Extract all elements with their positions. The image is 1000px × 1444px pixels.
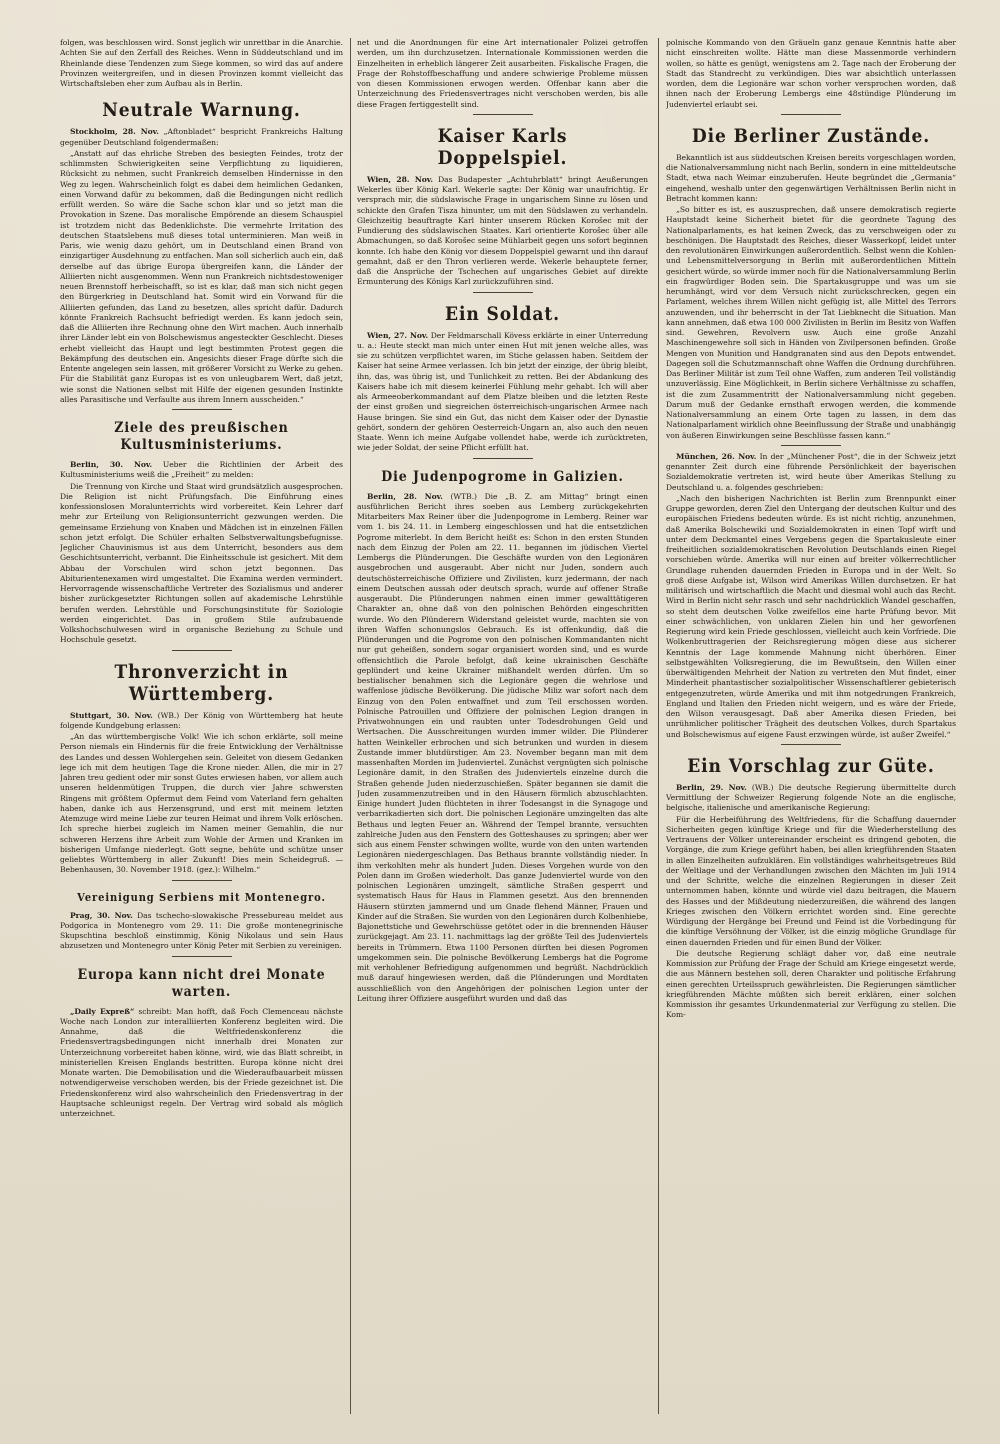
- article-headline: Ein Soldat.: [445, 302, 560, 325]
- article-headline: Kaiser Karls Doppelspiel.: [437, 124, 568, 169]
- separator-rule: [172, 956, 232, 957]
- article-paragraph: [357, 331, 648, 454]
- paragraph-text: Das tschecho-slowakische Pressebureau meldet aus Podgorica in Montenegro vom 29. 11: Die große montenegrinische Skupschtina beschloß einstimmig, König Nikolaus und sein Haus abzusetzen und Montenegro unter König Peter mit Serbien zu vereinigen.: [60, 910, 343, 951]
- paragraph-text: Ueber die Richtlinien der Arbeit des Kultusministeriums weiß die „Freiheit“ zu melden:: [60, 460, 343, 480]
- article-paragraph: [357, 38, 648, 110]
- dateline: Berlin, 28. Nov.: [367, 491, 443, 501]
- separator-rule: [172, 650, 232, 651]
- article-headline: Europa kann nicht drei Monate warten.: [77, 966, 326, 1000]
- article-headline: Vereinigung Serbiens mit Montenegro.: [77, 890, 326, 904]
- dateline: München, 26. Nov.: [676, 451, 757, 461]
- paragraph-text: polnische Kommando von den Gräueln ganz genaue Kenntnis hatte aber nicht einschreiten wollte. Hätte man diese Massenmorde verhindern wollen, so hätte es genügt, wenigstens am 2. Tage nach der Eroberung der Stadt das Standrecht zu verkündigen. Dies war absichtlich unterlassen worden, dem die Legionäre war schon vorher versprochen worden, daß ihnen nach der Eroberung Lembergs eine 48stündige Plünderung im Judenviertel erlaubt sei.: [666, 38, 956, 109]
- article-paragraph: [60, 38, 343, 89]
- paragraph-text: folgen, was beschlossen wird. Sonst jeglich wir unrettbar in die Anarchie. Achten Sie auf den Zerfall des Reiches. Wenn in Süddeutschland und im Rheinlande diese Tendenzen zum Siege kommen, so wird das auf andere Provinzen weitergreifen, und in diesen Provinzen kommt vielleicht das Wirtschaftsleben eher zum Aufbau als in Berlin.: [60, 38, 343, 88]
- dateline: Berlin, 30. Nov.: [70, 460, 153, 469]
- article-headline: Die Judenpogrome in Galizien.: [381, 468, 624, 485]
- dateline: Stuttgart, 30. Nov.: [70, 710, 153, 720]
- paragraph-text: Die Trennung von Kirche und Staat wird grundsätzlich ausgesprochen. Die Religion ist nicht Prüfungsfach. Die Einführung eines konfessionslosen Moralunterrichts wird vorbereitet. Kein Lehrer darf mehr zur Erteilung von Religionsunterricht gezwungen werden. Die gemeinsame Erziehung von Knaben und Mädchen ist in einzelnen Fällen schon jetzt erfolgt. Die Schüler erhalten Selbstverwaltungsbefugnisse. Jeglicher Chauvinismus ist aus dem Unterricht, besonders aus dem Geschichtsunterricht, verbannt. Die Einheitsschule ist gesichert. Mit dem Abbau der Vorschulen wird schon jetzt begonnen. Das Abiturientenexamen wird umgestaltet. Die Examina werden vermindert. Hervorragende wissenschaftliche Vertreter des Sozialismus und anderer bisher zurückgesetzter Richtungen sollen auf akademische Lehrstühle berufen werden. Lehrstühle und Forschungsinstitute für Soziologie werden eingerichtet. Das in großem Stile aufzubauende Volkshochschulwesen wird in organische Beziehung zu Schule und Hochschule gesetzt.: [60, 481, 343, 645]
- article-headline: Die Berliner Zustände.: [691, 124, 931, 147]
- article-paragraph: [60, 1007, 343, 1120]
- article-paragraph: [60, 711, 343, 732]
- separator-rule: [473, 292, 533, 293]
- article-paragraph: [666, 815, 956, 948]
- article-paragraph: [60, 911, 343, 952]
- dateline: „Daily Expreß“: [70, 1006, 135, 1016]
- article-paragraph: [60, 482, 343, 646]
- paragraph-text: Für die Herbeiführung des Weltfriedens, für die Schaffung dauernder Sicherheiten gegen künftige Kriege und für die Wiederherstellung des Vertrauens der Völker untereinander erscheint es dringend geboten, die Vorgänge, die zum Kriege geführt haben, bei allen kriegführenden Staaten in allen Einzelheiten aufzuklären. Ein vollständiges wahrheitsgetreues Bild der Weltlage und der Verhandlungen zwischen den Mächten im Juli 1914 und der Schritte, welche die einzelnen Regierungen in dieser Zeit unternommen haben, könnte und würde viel dazu beitragen, die Mauern des Hasses und der Mißdeutung niederzureißen, die während des langen Krieges zwischen den Völkern errichtet worden sind. Eine gerechte Würdigung der Hergänge bei Freund und Feind ist die Vorbedingung für die künftige Versöhnung der Völker, ist die einzig mögliche Grundlage für einen dauernden Frieden und für einen Bund der Völker.: [666, 814, 956, 947]
- article-headline: Neutrale Warnung.: [102, 99, 301, 122]
- article-paragraph: [357, 492, 648, 1005]
- article-paragraph: [666, 205, 956, 441]
- article-paragraph: [60, 149, 343, 405]
- dateline: Berlin, 29. Nov.: [676, 782, 747, 792]
- paragraph-text: Der Feldmarschall Kövess erklärte in einer Unterredung u. a.: Heute steckt man mich unter einen Hut mit jenen welche alles, was sie zu schützen verpflichtet waren, im Stiche gelassen haben. Seitdem der Kaiser hat seine Armee verlassen. Ich bin jetzt der einzige, der übrig bleibt, ihn, das, was übrig ist, und Tunlichkeit zu retten. Bei der Abdankung des Kaisers habe ich mit diesem keinerlei Fühlung mehr gehabt. Ich will aber als Armeeoberkommandant auf dem Platze bleiben und die letzten Reste der einst großen und siegreichen österreichisch-ungarischen Armee nach Hause bringen. Sie sind ein Gut, das nicht dem Kaiser oder der Dynastie gehört, sondern der gehören Oesterreich-Ungarn an, also auch den neuen Staate. Wenn ich meine Aufgabe vollendet habe, werde ich zurücktreten, wie jeder Soldat, der seine Pflicht erfüllt hat.: [357, 330, 648, 453]
- article-paragraph: [666, 783, 956, 814]
- dateline: Wien, 28. Nov.: [367, 174, 433, 184]
- paragraph-text: (WB.) Die deutsche Regierung übermittelte durch Vermittlung der Schweizer Regierung folgende Note an die englische, belgische, italienische und amerikanische Regierung:: [666, 782, 956, 813]
- dateline: Stockholm, 28. Nov.: [70, 127, 159, 137]
- column-rule-2: [658, 38, 659, 1414]
- paragraph-text: schreibt: Man hofft, daß Foch Clemenceau nächste Woche nach London zur interalliierten Konferenz begleiten wird. Die Annahme, daß die Weltfriedenskonferenz die Friedensvertragsbedingungen nicht innerhalb drei Monaten zur Unterzeichnung vorbereitet haben könne, wird, wie das Blatt schreibt, in ministeriellen Kreisen Englands bestritten. Europa könne nicht drei Monate warten. Die Demobilisation und die Wiederaufbauarbeit müssen notwendigerweise verschoben werden, bis der Friede gezeichnet ist. Die Friedenskonferenz wird also wahrscheinlich den Friedensvertrag in der Hauptsache schleunigst regeln. Der Vertrag wird sobald als möglich unterzeichnet.: [60, 1006, 343, 1118]
- paragraph-text: „So bitter es ist, es auszusprechen, daß unsere demokratisch regierte Hauptstadt keine Sicherheit bietet für die geordnete Tagung des Nationalparlaments, es hat keinen Zweck, das zu verschweigen oder zu beschönigen. Die Hauptstadt des Reiches, dieser Wasserkopf, leidet unter den revolutionären Einwirkungen außerordentlich. Selbst wenn die Kohlen- und Lebensmittelversorgung in Berlin mit außerordentlichen Mitteln gesichert würde, so würde immer noch für die Nationalversammlung Berlin ein fragwürdiger Boden sein. Die Spartakusgruppe und was um sie herumhängt, wird vor dem Versuch nicht zurückschrecken, gegen ein Parlament, welches ihrem Willen nicht gefügig ist, alle Mittel des Terrors anzuwenden, und ihr beherrscht in der Tat Liebknecht die Situation. Man kann annehmen, daß etwa 100 000 Zivilisten in Berlin im Besitz von Waffen sind. Gewehren, Revolvern usw. Auch eine große Anzahl Maschinengewehre soll sich in Händen von Zivilpersonen befinden. Große Mengen von Munition und Handgranaten sind aus den Depots entwendet. Dagegen soll die Schutzmannschaft ohne Waffen die Ordnung durchführen. Das Berliner Militär ist zum Teil ohne Waffen, zum anderen Teil vollständig unzuverlässig. Eine Möglichkeit, in Berlin sichere Verhältnisse zu schaffen, ist die zum Zusammentritt der Nationalversammlung nicht gegeben. Darum muß der Gedanke ernsthaft erwogen werden, die kommende Nationalversammlung an einem Orte tagen zu lassen, in dem das Nationalparlament wirklich ohne Beeinflussung der Straße und unabhängig von äußeren Einwirkungen seine Beschlüsse fassen kann.“: [666, 205, 956, 440]
- separator-rule: [473, 458, 533, 459]
- article-paragraph: [60, 127, 343, 148]
- paragraph-text: „Anstatt auf das ehrliche Streben des besiegten Feindes, trotz der schlimmsten Schwierigkeiten seine Verpflichtung zu liquidieren, Rücksicht zu nehmen, sucht Frankreich demselben Hindernisse in den Weg zu legen. Wahrscheinlich folgt es dabei dem heimlichen Gedanken, einen Vorwand dafür zu bekommen, daß die Bedingungen nicht redlich erfüllt werden. So wäre die Sache schon klar und so jetzt man die Provokation in Szene. Das moralische Empörende an diesem Schauspiel ist trotzdem nicht das Bedenklichste. Die vermehrte Irritation des deutschen Staatslebens muß dieses total unterminieren. Man weiß in Paris, wie wenig dazu gehört, um in Deutschland einen Brand von einzigartiger Ausdehnung zu entfachen. Man soll sicherlich auch ein, daß derselbe auf das übrige Europa übergreifen kann, die Länder der Alliierten nicht ausgenommen. Wenn nun Frankreich nichtsdestoweniger neuen Brennstoff herbeischafft, so ist es klar, daß man sich nicht gegen den Bürgerkrieg in Deutschland hat. Somit wird ein Vorwand für die Alliierten gefunden, das Land zu besetzen, alles spricht dafür. Dadurch könnte Frankreich Rachsucht befriedigt werden. Es kann jedoch sein, daß die Alliierten ihre Rechnung ohne den Wirt machen. Auch innerhalb ihrer Länder lebt ein von Bolschewismus angesteckter Geschlecht. Dieses erhebt vielleicht das Haupt und legt bestimmten Protest gegen die Bekämpfung des deutschen ein. Angesichts dieser Frage dürfte sich die Entente angelegen sein lassen, mit größerer Vorsicht zu Werke zu gehen. Für die Stabilität ganz Europas ist es von unleugbarem Wert, daß jetzt, wie sonst die Nationen selbst mit Hilfe der eigenen gesunden Instinkte alles Parasitische und Verfaulte aus ihrem Innern ausscheiden.“: [60, 148, 343, 404]
- paragraph-text: (WTB.) Die „B. Z. am Mittag“ bringt einen ausführlichen Bericht ihres soeben aus Lemberg zurückgekehrten Mitarbeiters Max Reiner über die Judenpogrome in Lemberg. Reiner war vom 1. bis 24. 11. in Lemberg eingeschlossen und hat die entsetzlichen Pogrome miterlebt. In dem Bericht heißt es: Schon in den ersten Stunden nach dem Einzug der Polen am 22. 11. begannen im jüdischen Viertel Lembergs die Plünderungen. Die Geschäfte wurden von den Legionären ausgebrochen und ausgeraubt. Aber nicht nur Juden, sondern auch deutschösterreichische Offiziere und Zivilisten, kurz jedermann, der nach einem Deutschen aussah oder deutsch sprach, wurde auf offener Straße ausgeraubt. Die Plünderungen nahmen einen immer gewalttätigeren Charakter an, ohne daß von den polnischen Behörden eingeschritten wurde. Wo den Plünderern Widerstand geleistet wurde, machten sie von ihren Waffen schonungslos Gebrauch. Es ist offenkundig, daß die Plünderungen und die Pogrome von den polnischen Kommandanten nicht nur gut geheißen, sondern sogar organisiert worden sind, und es wurde offensichtlich die Parole befolgt, daß keine ukrainischen Geschäfte geplündert und keine Ukrainer mißhandelt werden dürfen. Um so bestialischer benahmen sich die Legionäre gegen die wehrlose und waffenlose jüdische Bevölkerung. Die jüdische Miliz war sofort nach dem Einzug von den Polen entwaffnet und zum Teil erschossen worden. Polnische Patrouillen und Offiziere der polnischen Legion drangen in Privatwohnungen ein und raubten unter Todesdrohungen Geld und Wertsachen. Die Ausschreitungen wurden immer wilder. Die Plünderer hatten Weinkeller erbrochen und sich betrunken und wurden in diesem Zustande immer blutdürstiger. Am 23. November begann man mit dem massenhaften Morden im Judenviertel. Zunächst vergnügten sich polnische Legionäre damit, in den Straßen des Judenviertels einzelne durch die Straßen gehende Juden niederzuschießen. Später begannen sie damit die Juden zusammenzutreiben und in den Häusern förmlich abzuschlachten. Einige hundert Juden flüchteten in ihrer Todesangst in die Synagoge und verbarrikadierten sich dort. Die polnischen Legionäre umzingelten das alte Bethaus und legten Feuer an. Während der Tempel brannte, versuchten zahlreiche Juden aus den Fenstern des Gotteshauses zu springen; aber wer sich aus einem Fenster schwingen wollte, wurde von den unten wartenden Legionären niedergeschlagen. Das Bethaus brannte vollständig nieder. In ihm verkohlten mehr als hundert Juden. Dieses Vorgehen wurde von den Polen dann im Großen wiederholt. Das ganze Judenviertel wurde von den polnischen Legionären umzingelt, sämtliche Straßen gesperrt und systematisch Haus für Haus in Flammen gesetzt. Aus den brennenden Häusern stürzten jammernd und um Gnade flehend Männer, Frauen und Kinder auf die Straßen. Sie wurden von den Legionären durch Kolbenhiebe, Bajonettstiche und Gewehrschüsse getötet oder in die brennenden Häuser zurückgejagt. Am 23. 11. nachmittags lag der größte Teil des Judenviertels bereits in Trümmern. Etwa 1100 Personen dürften bei diesen Pogromen umgekommen sein. Die polnische Bevölkerung Lembergs hat die Pogrome mit verhohlener Befriedigung aufgenommen und begrüßt. Nachdrücklich muß darauf hingewiesen werden, daß die Plünderungen und Mordtaten ausschließlich von den Angehörigen der polnischen Legion unter der Leitung ihrer Offiziere ausgeführt wurden und daß das: [357, 491, 648, 1003]
- paragraph-text: In der „Münchener Post“, die in der Schweiz jetzt genannter Zeit durch eine führende Persönlichkeit der bayerischen Sozialdemokratie vertreten ist, wird heute über Amerikas Stellung zu Deutschland u. a. folgendes geschrieben:: [666, 451, 956, 492]
- article-paragraph: [60, 460, 343, 481]
- paragraph-text: (WB.) Der König von Württemberg hat heute folgende Kundgebung erlassen:: [60, 710, 343, 730]
- separator-rule: [781, 744, 841, 745]
- dateline: Wien, 27. Nov.: [367, 330, 429, 340]
- separator-rule: [781, 114, 841, 115]
- column-3: [666, 38, 956, 1414]
- article-paragraph: [666, 38, 956, 110]
- article-paragraph: [60, 732, 343, 876]
- paragraph-text: „Aftonbladet“ bespricht Frankreichs Haltung gegenüber Deutschland folgendermaßen:: [60, 127, 343, 147]
- separator-rule: [781, 445, 841, 446]
- paragraph-text: „An das württembergische Volk! Wie ich schon erklärte, soll meine Person niemals ein Hindernis für die freie Entwicklung der Verhältnisse des Landes und dessen Wohlergehen sein. Geleitet von diesem Gedanken lege ich mit dem heutigen Tage die Krone nieder. Allen, die mir in 27 Jahren treu gedient oder mir sonst Gutes erwiesen haben, vor allem auch unseren heldenmütigen Truppen, die durch vier Jahre schwersten Ringens mit größtem Opfermut dem Feind vom Vaterland fern gehalten haben, danke ich aus Herzensgrund, und erst mit meinem letzten Atemzuge wird meine Liebe zur teuren Heimat und ihrem Volk erlöschen. Ich spreche hierbei zugleich im Namen meiner Gemahlin, die nur schweren Herzens ihre Arbeit zum Wohle der Armen und Kranken im bisherigen Umfange niederlegt. Gott segne, behüte und schütze unser geliebtes Württemberg in aller Zukunft! Dies mein Scheidegruß. — Bebenhausen, 30. November 1918. (gez.): Wilhelm.“: [60, 732, 343, 875]
- paragraph-text: Bekanntlich ist aus süddeutschen Kreisen bereits vorgeschlagen worden, die Nationalversammlung nicht nach Berlin, sondern in eine mitteldeutsche Stadt, etwa nach Weimar einzuberufen. Heute begründet die „Germania“ eingehend, weshalb unter den gegenwärtigen Verhältnissen Berlin nicht in Betracht kommen kann:: [666, 152, 956, 203]
- separator-rule: [172, 880, 232, 881]
- article-paragraph: [666, 452, 956, 493]
- article-headline: Thronverzicht in Württemberg.: [114, 660, 289, 705]
- article-paragraph: [357, 175, 648, 288]
- column-1: [60, 38, 343, 1414]
- article-paragraph: [666, 949, 956, 1021]
- paragraph-text: net und die Anordnungen für eine Art internationaler Polizei getroffen werden, um ihn durchzusetzen. Internationale Kommissionen werden die Einzelheiten in erheblich längerer Zeit ausarbeiten. Fiskalische Fragen, die Frage der Rohstoffbeschaffung und andere schwierige Probleme müssen von diesen Kommissionen erwogen werden. Offenbar kann aber die Unterzeichnung des Friedensvertrages nicht verschoben werden, bis alle diese Fragen fertiggestellt sind.: [357, 38, 648, 109]
- paragraph-text: Das Budapester „Achtuhrblatt“ bringt Aeußerungen Wekerles über König Karl. Wekerle sagte: Der König war unaufrichtig. Er versprach mir, die südslawische Frage in ungarischem Sinne zu lösen und schickte den Grafen Tisza hinunter, um mit den Südslawen zu verhandeln. Gleichzeitig beauftragte Karl hinter unserem Rücken Korošec mit der Fundierung des südslawischen Staates. Karl orientierte Korošec über alle Abmachungen, so daß Korošec seine Mühlarbeit gegen uns sofort beginnen konnte. Ich habe den König vor diesem Doppelspiel gewarnt und ihn darauf gemahnt, daß er den Thron verlieren werde. Wekerle behauptete ferner, daß die Ansprüche der Tschechen auf ungarisches Gebiet auf direkte Ermunterung des Königs Karl zurückzuführen sind.: [357, 174, 648, 287]
- article-headline: Ziele des preußischen Kultusministeriums.: [114, 420, 289, 453]
- article-headline: Ein Vorschlag zur Güte.: [687, 754, 935, 777]
- column-2: [357, 38, 648, 1414]
- paragraph-text: Die deutsche Regierung schlägt daher vor, daß eine neutrale Kommission zur Prüfung der Frage der Schuld am Kriege eingesetzt werde, die aus Männern bestehen soll, deren Charakter und politische Erfahrung einen gerechten Urteilsspruch gewährleisten. Die Regierungen sämtlicher kriegführenden Mächte müßten sich bereit erklären, einer solchen Kommission ihr gesamtes Urkundenmaterial zur Verfügung zu stellen. Die Kom-: [666, 948, 956, 1020]
- separator-rule: [172, 409, 232, 410]
- paragraph-text: „Nach den bisherigen Nachrichten ist Berlin zum Brennpunkt einer Gruppe geworden, deren Ziel den Untergang der deutschen Kultur und des europäischen Friedens bedeuten würde. Es ist nicht richtig, anzunehmen, daß Amerika Bolschewiki und Sozialdemokraten in einen Topf wirft und unter dem Deckmantel eines Vergebens gegen die Spartakusleute einer freiheitlichen sozialdemokratischen Revolution Deutschlands einen Riegel vorschieben würde. Amerika will nur einen auf breiter völkerrechtlicher Grundlage ruhenden dauernden Frieden in Europa und in der Welt. So groß diese Aufgabe ist, Wilson wird Amerikas Willen durchsetzen. Er hat militärisch und wirtschaftlich die Macht und diesmal wohl auch das Recht. Wird in Berlin nicht sehr rasch und sehr nachdrücklich Wandel geschaffen, so steht dem deutschen Volke zweifellos eine harte Prüfung bevor. Mit einer schwächlichen, von unklaren Zielen hin und her geworfenen Regierung wird kein Friede geschlossen, vielleicht auch kein Vorfriede. Die Wolkenbruttragerien der Reichsregierung mögen diese aus sicherer Kenntnis der Lage kommende Mahnung nicht überhören. Einer selbstgewählten Volksregierung, die im Bewußtsein, den Willen einer überwältigenden Mehrheit der Nation zu vertreten den Mut findet, einer Minderheit phantastischer sozialpolitischer Wissenschaftlerer gebieterisch entgegenzutreten, würde Amerika und mit ihm notgedrungen Frankreich, England und Italien den Frieden nicht weigern, und es wäre der Friede, den Wilson verausgesagt. Daß aber Amerika diesen Frieden, bei unrühmlicher politischer Trägheit des deutschen Volkes, durch Spartakus und Bolschewismus auf eigene Faust erzwingen würde, ist außer Zweifel.“: [666, 493, 956, 739]
- article-paragraph: [666, 494, 956, 740]
- article-paragraph: [666, 153, 956, 204]
- column-rule-1: [350, 38, 351, 1414]
- separator-rule: [473, 114, 533, 115]
- dateline: Prag, 30. Nov.: [70, 910, 133, 920]
